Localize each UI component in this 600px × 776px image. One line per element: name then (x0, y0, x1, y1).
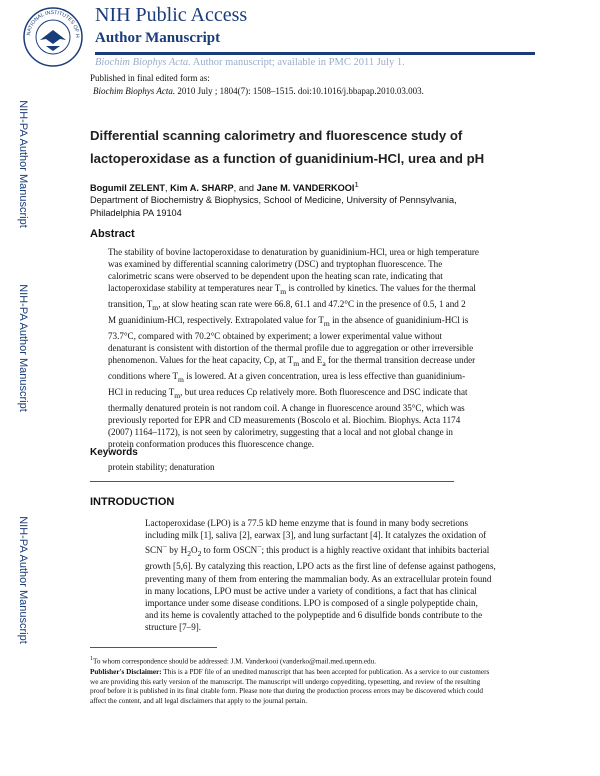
nih-logo (22, 6, 84, 68)
abstract-text: The stability of bovine lactoperoxidase to denaturation by guanidinium-HCl, urea or high temperature was examined by differential scanning calorimetry (DSC) and tryptophan fluorescence. The calorimetric scans were observed to be dependent upon the heating scan rate, indicating that lactoperoxidase stability at temperatures near $T_m$ is controlled by kinetics. The values for the thermal transition, $T_m$, at slow heating scan rate were 66.8, 61.1 and 47.2°C in the presence of 0.5, 1 and 2 M guanidinium-HCl, respectively. Extrapolated value for $T_m$ in the absence of guanidinium-HCl is 73.7°C, compared with 70.2°C obtained by experiment; a lower experimental value without denaturant is consistent with distortion of the thermal profile due to aggregation or other irreversible phenomenon. Values for the heat capacity, Cp, at $T_m$ and $E_a$ for the thermal transition decrease under conditions where $T_m$ is lowered. At a given concentration, urea is less effective than guanidinium- HCl in reducing $T_m$, but urea reduces Cp relatively more. Both fluorescence and DSC indicate that thermally denatured protein is not random coil. A change in fluorescence around 35°C, which was previously reported for EPR and CD measurements (Boscolo et al. Biochim. Biophys. Acta 1174 (2007) 1164–1172), is not seen by calorimetry, suggesting that a local and not global change in protein conformation produces this fluorescence change. (108, 247, 479, 450)
author-1: Bogumil ZELENT (90, 183, 166, 194)
introduction-text: Lactoperoxidase (LPO) is a 77.5 kD heme enzyme that is found in many body secretions including milk [1], saliva [2], earwax [3], and lung surfactant [4]. It catalyzes the oxidation of SCN− by $H_2O_2$ to form OSCN−; this product is a highly reactive oxidant that inhibits bacterial growth [5,6]. By catalyzing this reaction, LPO acts as the first line of defense against pathogens, preventing many of them from entering the mammalian body. As an extracellular protein found in many locations, LPO must be active under a variety of conditions, a fact that has clinical importance under some disease conditions. LPO is composed of a single polypeptide chain, and its heme is covalently attached to the polypeptide and 6 disulfide bonds contribute to the structure [7–9]. (145, 518, 496, 633)
citation: Biochim Biophys Acta. 2010 July ; 1804(7): 1508–1515. doi:10.1016/j.bbapap.2010.03.003. (93, 86, 424, 96)
affiliation: Department of Biochemistry & Biophysics, School of Medicine, University of Pennsylvania, Philadelphia PA 19104 (90, 195, 457, 218)
header-title: NIH Public Access (95, 4, 248, 26)
side-label-1: NIH-PA Author Manuscript (17, 100, 29, 228)
publisher-disclaimer: Publisher's Disclaimer: This is a PDF file of an unedited manuscript that has been accepted for publication. As a service to our customers we are providing this early version of the manuscript. The manuscript will undergo copyediting, typesetting, and review of the resulting proof before it is published in its final citable form. Please note that during the production process errors may be discovered which could affect the content, and all legal disclaimers that apply to the journal pertain. (90, 668, 490, 705)
footnote: $^1$To whom correspondence should be addressed: J.M. Vanderkooi (vanderko@mail.med.upenn.edu. (90, 656, 377, 666)
authors: Bogumil ZELENT, Kim A. SHARP, and Jane M. VANDERKOOI$^1$ (90, 180, 359, 194)
eagle-icon (40, 30, 66, 44)
side-label-2: NIH-PA Author Manuscript (17, 284, 29, 412)
header-availability: Biochim Biophys Acta. Author manuscript; available in PMC 2011 July 1. (95, 57, 405, 68)
published-label: Published in final edited form as: (90, 73, 210, 83)
author-2: Kim A. SHARP (170, 183, 234, 194)
keywords-text: protein stability; denaturation (108, 462, 215, 472)
header-rule (95, 52, 535, 55)
author-3: Jane M. VANDERKOOI (256, 183, 355, 194)
keywords-heading: Keywords (90, 447, 138, 458)
article-title: Differential scanning calorimetry and fluorescence study of lactoperoxidase as a function of guanidinium-HCl, urea and pH (90, 128, 485, 166)
header-subtitle: Author Manuscript (95, 30, 221, 46)
section-divider (90, 481, 454, 482)
side-label-3: NIH-PA Author Manuscript (17, 516, 29, 644)
logo-text: NATIONAL INSTITUTES OF H (26, 9, 81, 38)
footnote-divider (90, 647, 217, 648)
abstract-heading: Abstract (90, 228, 135, 240)
introduction-heading: INTRODUCTION (90, 496, 175, 508)
